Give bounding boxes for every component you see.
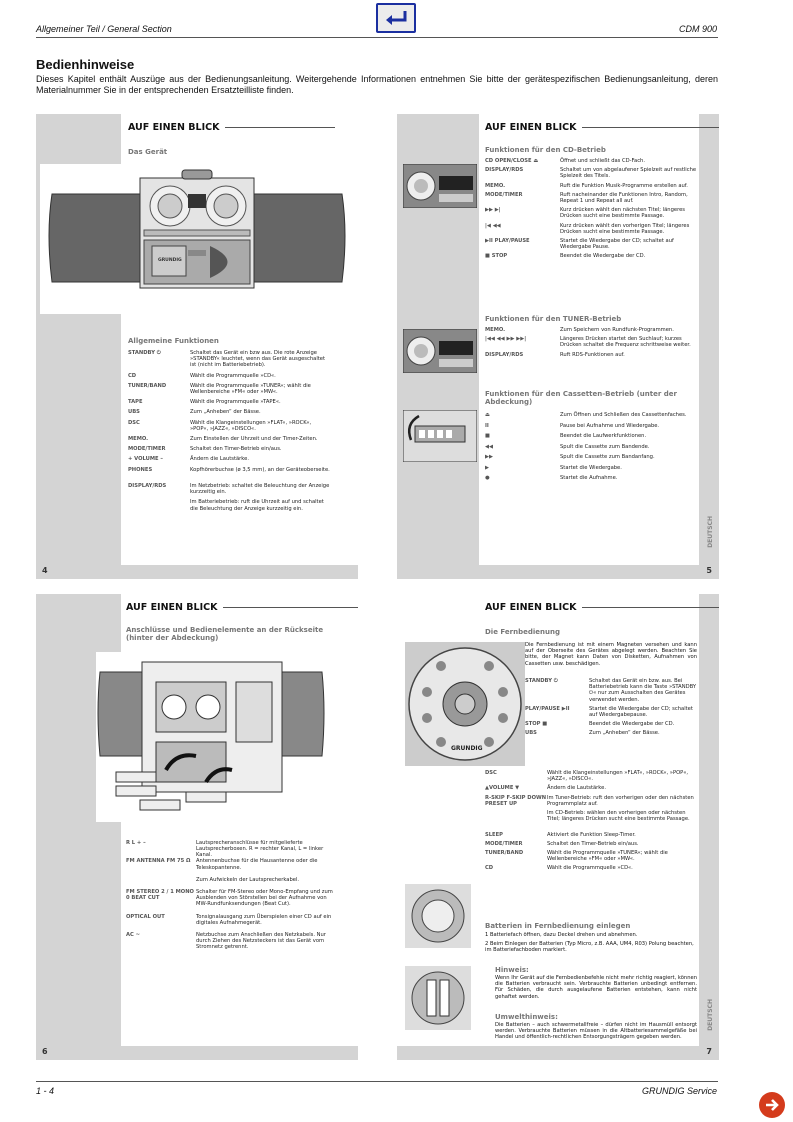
function-value: Spult die Cassette zum Bandanfang. <box>560 454 655 460</box>
function-key: FM ANTENNA FM 75 Ω <box>126 858 191 865</box>
function-key: ▶▶ <box>485 454 493 460</box>
function-key: PLAY/PAUSE ▶II <box>525 705 570 712</box>
remote-control-illustration <box>405 642 525 766</box>
function-row <box>525 730 699 736</box>
next-page-button[interactable] <box>759 1092 785 1118</box>
function-value: Aktiviert die Funktion Sleep-Timer. <box>547 831 636 838</box>
function-key: MEMO. <box>485 182 506 189</box>
function-value: Längeres Drücken startet den Suchlauf; kurzes Drücken schaltet die Frequenz schrittweise weiter. <box>560 336 691 349</box>
function-value: Ändern die Lautstärke. <box>190 456 249 463</box>
function-value: Schaltet um von abgelaufener Spielzeit auf restliche Spielzeit des Titels. <box>560 167 697 180</box>
function-row <box>128 483 330 495</box>
function-key: SLEEP <box>485 831 503 838</box>
function-key: R-SKIP F-SKIP DOWN PRESET UP <box>485 794 547 807</box>
function-value: Ruft nacheinander die Funktionen Intro, Random, Repeat 1 und Repeat all auf. <box>560 191 688 204</box>
function-row <box>128 420 330 432</box>
footer-right: GRUNDIG Service <box>641 1086 717 1096</box>
function-row <box>485 465 700 471</box>
page-7-number: 7 <box>706 1047 712 1056</box>
function-row <box>128 409 330 415</box>
function-row <box>485 433 700 439</box>
function-value: Startet die Aufnahme. <box>560 475 618 481</box>
function-value: Pause bei Aufnahme und Wiedergabe. <box>560 422 660 429</box>
function-key: ▶II PLAY/PAUSE <box>485 238 530 244</box>
function-key: MEMO. <box>128 436 149 442</box>
function-row <box>485 795 697 807</box>
function-value: Wählt die Programmquelle »CD«. <box>547 865 633 872</box>
function-key <box>128 499 190 511</box>
function-row <box>485 841 697 847</box>
page-6-heading: AUF EINEN BLICK <box>126 602 358 613</box>
function-row <box>485 412 700 418</box>
function-key: STOP ■ <box>525 721 548 728</box>
function-key: AC ~ <box>126 932 140 938</box>
header-rule <box>36 37 718 38</box>
function-row <box>485 770 697 782</box>
page-4-functions-title: Allgemeine Funktionen <box>128 337 219 345</box>
function-key: DSC <box>128 419 140 426</box>
function-value: Zum Speichern von Rundfunk-Programmen. <box>560 327 674 333</box>
function-key: ■ <box>485 433 490 439</box>
function-key: DSC <box>485 770 497 776</box>
environment-text: Die Batterien – auch schwermetallfreie – dürfen nicht im Hausmüll entsorgt werden. Verbrauchte Batterien müssen in die Altbatteriesammelgefäße bei Handel und öffentlich-rechtlichen Entsorgungsträgern gegeben werden. <box>495 1022 697 1041</box>
function-key: OPTICAL OUT <box>126 913 165 920</box>
function-key: ▲VOLUME ▼ <box>485 785 520 792</box>
function-value: Wählt die Programmquelle »TUNER«; wählt die Wellenbereiche »FM« oder »MW«. <box>190 382 311 395</box>
page-5-heading: AUF EINEN BLICK <box>485 122 719 133</box>
function-row <box>128 456 330 462</box>
function-key: |◀ ◀◀ <box>485 222 501 229</box>
page-4-subheading: Das Gerät <box>128 148 168 156</box>
function-value: Netzbuchse zum Anschließen des Netzkabels. Nur durch Ziehen des Netzsteckers ist das Gerät vom Stromnetz getrennt. <box>196 932 326 951</box>
function-row <box>525 721 699 727</box>
function-value: Zum „Anheben“ der Bässe. <box>589 730 660 737</box>
arrow-right-icon <box>764 1097 780 1113</box>
device-brand: GRUNDIG <box>158 258 182 263</box>
section-intro: Dieses Kapitel enthält Auszüge aus der Bedienungsanleitung. Weitergehende Informationen entnehmen Sie bitte der gerätespezifischen Bedienungsanleitung, deren Materialnummer Sie in der entsprechenden Ersatzteilliste finden. <box>36 74 718 95</box>
function-value: Antennenbuchse für die Hausantenne oder die Teleskopantenne. <box>196 858 318 871</box>
page-7-heading: AUF EINEN BLICK <box>485 602 719 613</box>
cassette-panel-illustration <box>403 410 477 462</box>
page-4-number: 4 <box>42 566 48 575</box>
function-value: Kurz drücken wählt den vorherigen Titel; längeres Drücken sucht eine bestimmte Passage. <box>560 222 690 235</box>
function-value: Im Batteriebetrieb: ruft die Uhrzeit auf und schaltet die Beleuchtung der Anzeige kurzzeitig ein. <box>190 499 324 512</box>
page-6 <box>36 594 358 1060</box>
function-value: Tonsignalausgang zum Überspielen einer CD auf ein digitales Aufnahmegerät. <box>196 913 332 926</box>
function-row <box>485 336 700 348</box>
function-row <box>126 932 336 951</box>
function-key: DISPLAY/RDS <box>485 167 524 174</box>
function-value: Startet die Wiedergabe der CD; schaltet auf Wiedergabe Pause. <box>560 238 674 251</box>
cd-panel-illustration <box>403 164 477 208</box>
function-key: FM STEREO 2 / 1 MONO 0 BEAT CUT <box>126 889 194 902</box>
function-key: UBS <box>525 730 537 737</box>
function-key: R L + – <box>126 840 146 846</box>
function-key: |◀◀ ◀◀ ▶▶ ▶▶| <box>485 336 527 343</box>
function-value: Beendet die Laufwerkfunktionen. <box>560 433 647 439</box>
function-value: Beendet die Wiedergabe der CD. <box>589 721 675 728</box>
back-button[interactable] <box>376 3 416 33</box>
function-key: CD <box>485 865 494 872</box>
function-key: DISPLAY/RDS <box>128 483 167 489</box>
function-key <box>485 810 547 822</box>
cassette-functions-title: Funktionen für den Cassetten-Betrieb (unter der Abdeckung) <box>485 390 677 406</box>
function-value: Zum Öffnen und Schließen des Cassettenfaches. <box>560 412 687 418</box>
footer-rule <box>36 1081 718 1082</box>
function-value: Wählt die Programmquelle »TUNER«; wählt die Wellenbereiche »FM« oder »MW«. <box>547 850 668 863</box>
function-row <box>485 183 700 189</box>
function-row <box>126 914 336 926</box>
function-value: Schaltet das Gerät ein bzw aus. Die rote Anzeige »STANDBY« leuchtet, wenn das Gerät ausgeschaltet ist (nicht im Batteriebetrieb). <box>190 350 326 369</box>
function-value: Kurz drücken wählt den nächsten Titel; längeres Drücken sucht eine bestimmte Passage. <box>560 207 685 220</box>
function-value: Schaltet den Timer-Betrieb ein/aus. <box>547 840 639 847</box>
function-value: Wählt die Programmquelle »TAPE«. <box>190 399 281 406</box>
function-key: ● <box>485 475 490 481</box>
page-4 <box>36 114 358 579</box>
device-illustration <box>40 164 354 314</box>
function-row <box>126 858 336 870</box>
function-key: ■ STOP <box>485 253 508 260</box>
page-5-number: 5 <box>706 566 712 575</box>
function-row <box>485 352 700 358</box>
function-row <box>128 350 330 369</box>
page-7-side-label: DEUTSCH <box>707 999 714 1031</box>
function-value: Beendet die Wiedergabe der CD. <box>560 253 646 260</box>
function-row <box>485 832 697 838</box>
function-key: UBS <box>128 409 140 416</box>
function-key <box>126 877 196 883</box>
function-row <box>128 373 330 379</box>
remote-intro: Die Fernbedienung ist mit einem Magneten versehen und kann auf der Oberseite des Gerätes abgelegt werden. Beachten Sie bitte, der Magnet kann Daten von Disketten, Aufnahmen von Cassetten usw. beschädigen. <box>525 642 697 667</box>
page-5-side-label: DEUTSCH <box>707 516 714 548</box>
function-row <box>128 467 330 473</box>
function-row <box>128 499 330 511</box>
function-value: Im Tuner-Betrieb: ruft den vorherigen oder den nächsten Programmplatz auf. <box>547 794 694 807</box>
function-row <box>126 877 336 883</box>
battery-compartment-illustration <box>405 966 471 1030</box>
header-right: CDM 900 <box>678 24 717 34</box>
function-row <box>128 399 330 405</box>
function-key: TUNER/BAND <box>128 382 167 389</box>
function-key: MODE/TIMER <box>128 446 166 453</box>
function-row <box>525 678 699 703</box>
function-row <box>485 810 697 822</box>
function-value: Wählt die Klangeinstellungen »FLAT«, »ROCK«, »POP«, »JAZZ«, »DISCO«. <box>547 770 689 783</box>
function-value: Schaltet das Gerät ein bzw. aus. Bei Batteriebetrieb kann die Taste »STANDBY ⏻« nur zum Ausschalten des Gerätes verwendet werden. <box>589 678 697 703</box>
tuner-panel-illustration <box>403 329 477 373</box>
function-row <box>485 327 700 333</box>
function-value: Lautsprecheranschlüsse für mitgelieferte Lautsprecherboxen. R = rechter Kanal, L = linker Kanal. <box>196 840 324 859</box>
function-key: MEMO. <box>485 327 506 333</box>
function-row <box>485 785 697 791</box>
function-key: ◀◀ <box>485 443 493 450</box>
function-value: Öffnet und schließt das CD-Fach. <box>560 158 645 164</box>
function-key: + VOLUME – <box>128 456 163 463</box>
section-title: Bedienhinweise <box>36 57 135 72</box>
function-value: Startet die Wiedergabe der CD; schaltet auf Wiedergabepause. <box>589 705 693 718</box>
function-key: STANDBY ⏻ <box>128 350 161 356</box>
function-key: MODE/TIMER <box>485 840 523 847</box>
function-value: Kopfhörerbuchse (ø 3,5 mm), an der Geräteoberseite. <box>190 466 330 473</box>
function-value: Im Netzbetrieb: schaltet die Beleuchtung der Anzeige kurzzeitig ein. <box>190 483 330 496</box>
page-4-heading: AUF EINEN BLICK <box>128 122 335 133</box>
function-value: Zum Einstellen der Uhrzeit und der Timer-Zeiten. <box>190 436 318 442</box>
function-value: Startet die Wiedergabe. <box>560 464 622 471</box>
return-arrow-icon <box>383 8 409 28</box>
rear-panel-illustration <box>96 652 326 822</box>
function-key: TAPE <box>128 399 143 406</box>
function-key: CD OPEN/CLOSE ⏏ <box>485 158 539 164</box>
function-row <box>485 423 700 429</box>
function-key: TUNER/BAND <box>485 850 524 856</box>
function-key: CD <box>128 372 137 379</box>
function-row <box>126 840 336 859</box>
function-key: II <box>485 422 489 429</box>
environment-title: Umwelthinweis: <box>495 1013 558 1021</box>
function-value: Schalter für FM-Stereo oder Mono-Empfang und zum Ausblenden von Störstellen bei der Aufnahme von MW-Rundfunksendungen (Beat Cut). <box>196 889 333 908</box>
function-key: DISPLAY/RDS <box>485 351 524 358</box>
function-value: Ruft die Funktion Musik-Programme erstellen auf. <box>560 182 688 189</box>
page-5 <box>397 114 719 579</box>
function-row <box>485 223 700 235</box>
function-key: ▶▶ ▶| <box>485 207 501 214</box>
function-row <box>485 865 697 871</box>
function-value: Wählt die Klangeinstellungen »FLAT«, »ROCK«, »POP«, »JAZZ«, »DISCO«. <box>190 419 312 432</box>
function-row <box>485 192 700 204</box>
function-key: MODE/TIMER <box>485 191 523 198</box>
function-value: Spult die Cassette zum Bandende. <box>560 443 650 450</box>
function-row <box>128 446 330 452</box>
function-key: ▶ <box>485 464 489 471</box>
function-row <box>485 238 700 250</box>
hint-text: Wenn Ihr Gerät auf die Fernbedienbefehle nicht mehr richtig reagiert, können die Batterien verbraucht sein. Verbrauchte Batterien unbedingt entfernen. Für Schäden, die durch ausgelaufene Batterien entstehen, kann nicht gehaftet werden. <box>495 975 697 1000</box>
function-row <box>525 706 699 718</box>
function-row <box>485 167 700 179</box>
function-row <box>485 253 700 259</box>
battery-lid-illustration <box>405 884 471 948</box>
function-value: Im CD-Betrieb: wählen den vorherigen oder nächsten Titel; längeres Drücken sucht eine bestimmte Passage. <box>547 810 690 823</box>
tuner-functions-title: Funktionen für den TUNER-Betrieb <box>485 315 622 323</box>
cd-functions-title: Funktionen für den CD-Betrieb <box>485 146 606 154</box>
function-key: ⏏ <box>485 412 490 418</box>
function-row <box>128 436 330 442</box>
function-key: PHONES <box>128 466 153 473</box>
function-row <box>485 444 700 450</box>
function-key: STANDBY ⏻ <box>525 678 558 684</box>
function-value: Zum Aufwickeln der Lautsprecherkabel. <box>196 876 300 883</box>
page-6-subheading: Anschlüsse und Bedienelemente an der Rückseite (hinter der Abdeckung) <box>126 626 324 642</box>
function-row <box>485 207 700 219</box>
battery-step: 2 Beim Einlegen der Batterien (Typ Micro, z.B. AAA, UM4, R03) Polung beachten, im Batteriefachboden markiert. <box>485 941 694 954</box>
function-row <box>485 475 700 481</box>
function-row <box>485 850 697 862</box>
header-left: Allgemeiner Teil / General Section <box>36 24 172 34</box>
function-value: Schaltet den Timer-Betrieb ein/aus. <box>190 446 282 453</box>
function-value: Ändern die Lautstärke. <box>547 785 606 792</box>
hint-title: Hinweis: <box>495 966 529 974</box>
function-row <box>126 889 336 908</box>
function-value: Zum „Anheben“ der Bässe. <box>190 409 261 416</box>
function-row <box>128 383 330 395</box>
function-value: Ruft RDS-Funktionen auf. <box>560 351 625 358</box>
battery-step: 1 Batteriefach öffnen, dazu Deckel drehen und abnehmen. <box>485 932 638 938</box>
page-7-subheading: Die Fernbedienung <box>485 628 560 636</box>
page-7 <box>397 594 719 1060</box>
function-value: Wählt die Programmquelle »CD«. <box>190 372 276 379</box>
function-row <box>485 454 700 460</box>
function-row <box>485 158 700 164</box>
footer-left: 1 - 4 <box>36 1086 55 1096</box>
battery-title: Batterien in Fernbedienung einlegen <box>485 922 631 930</box>
page-6-number: 6 <box>42 1047 48 1056</box>
remote-brand: GRUNDIG <box>451 745 483 752</box>
